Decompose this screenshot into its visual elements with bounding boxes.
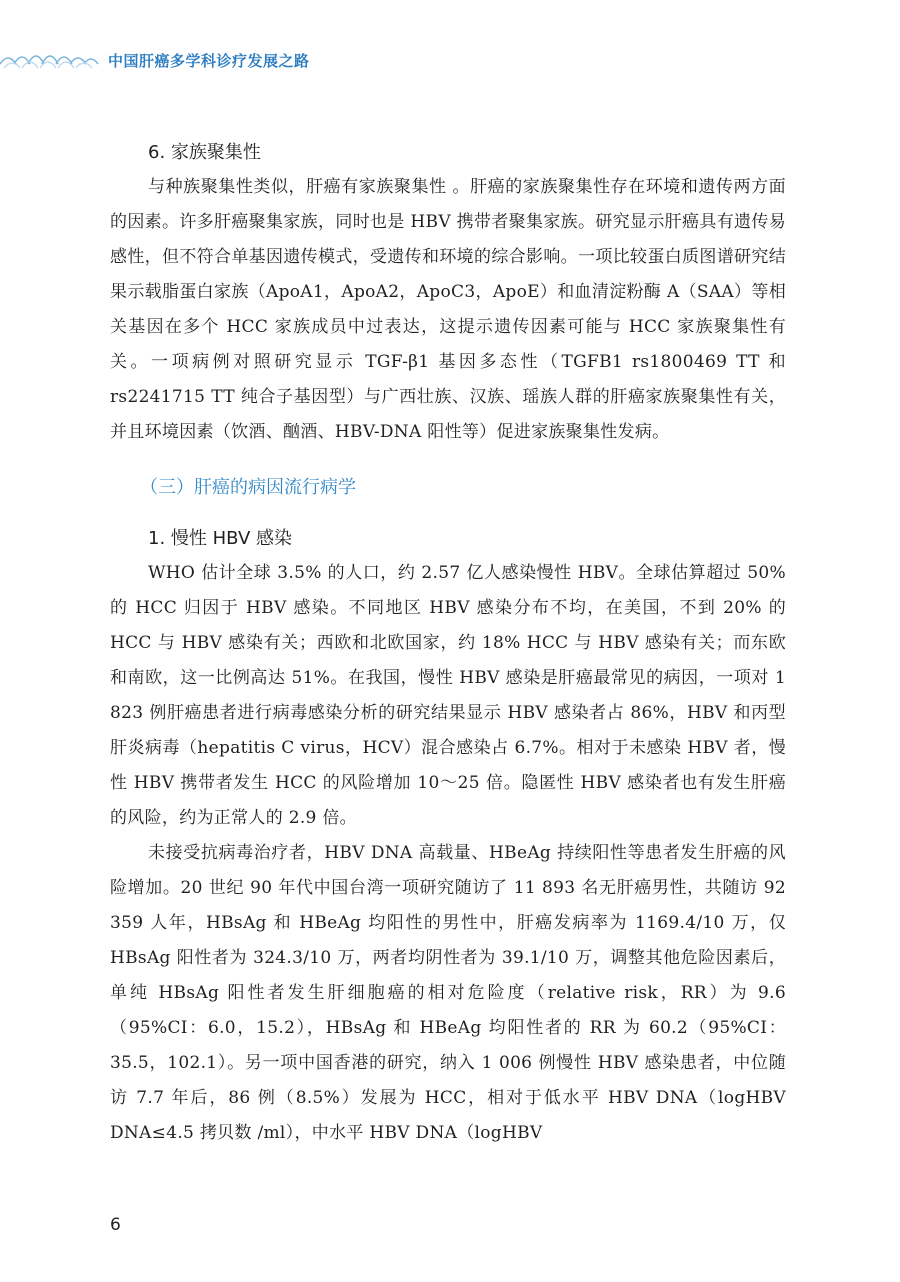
book-title: 中国肝癌多学科诊疗发展之路	[108, 52, 310, 70]
paragraph-family-aggregation: 与种族聚集性类似，肝癌有家族聚集性 。肝癌的家族聚集性存在环境和遗传两方面的因素。许多肝癌聚集家族，同时也是 HBV 携带者聚集家族。研究显示肝癌具有遗传易感性，但不符合单基因遗传模式，受遗传和环境的综合影响。一项比较蛋白质图谱研究结果示载脂蛋白家族（ApoA1，ApoA2，ApoC3，ApoE）和血清淀粉酶 A（SAA）等相关基因在多个 HCC 家族成员中过表达，这提示遗传因素可能与 HCC 家族聚集性有关。一项病例对照研究显示 TGF-β1 基因多态性（TGFB1 rs1800469 TT 和 rs2241715 TT 纯合子基因型）与广西壮族、汉族、瑶族人群的肝癌家族聚集性有关，并且环境因素（饮酒、酗酒、HBV-DNA 阳性等）促进家族聚集性发病。	[110, 177, 786, 442]
wave-ornament-icon	[0, 42, 100, 72]
page-content	[110, 136, 786, 1151]
running-header	[0, 40, 900, 80]
paragraph-hbv-2: 未接受抗病毒治疗者，HBV DNA 高载量、HBeAg 持续阳性等患者发生肝癌的风险增加。20 世纪 90 年代中国台湾一项研究随访了 11 893 名无肝癌男性，共随访 92 359 人年，HBsAg 和 HBeAg 均阳性的男性中，肝癌发病率为 1169.4/10 万，仅 HBsAg 阳性者为 324.3/10 万，两者均阴性者为 39.1/10 万，调整其他危险因素后，单纯 HBsAg 阳性者发生肝细胞癌的相对危险度（relative risk，RR）为 9.6（95%CI：6.0，15.2），HBsAg 和 HBeAg 均阳性者的 RR 为 60.2（95%CI：35.5，102.1）。另一项中国香港的研究，纳入 1 006 例慢性 HBV 感染患者，中位随访 7.7 年后，86 例（8.5%）发展为 HCC，相对于低水平 HBV DNA（logHBV DNA≤4.5 拷贝数 /ml），中水平 HBV DNA（logHBV	[110, 843, 786, 1143]
section-heading-hbv: 1. 慢性 HBV 感染	[148, 528, 292, 549]
section-heading-family: 6. 家族聚集性	[148, 142, 261, 163]
paragraph-hbv-1: WHO 估计全球 3.5% 的人口，约 2.57 亿人感染慢性 HBV。全球估算超过 50% 的 HCC 归因于 HBV 感染。不同地区 HBV 感染分布不均，在美国，不到 20% 的 HCC 与 HBV 感染有关；西欧和北欧国家，约 18% HCC 与 HBV 感染有关；而东欧和南欧，这一比例高达 51%。在我国，慢性 HBV 感染是肝癌最常见的病因，一项对 1 823 例肝癌患者进行病毒感染分析的研究结果显示 HBV 感染者占 86%，HBV 和丙型肝炎病毒（hepatitis C virus，HCV）混合感染占 6.7%。相对于未感染 HBV 者，慢性 HBV 携带者发生 HCC 的风险增加 10～25 倍。隐匿性 HBV 感染者也有发生肝癌的风险，约为正常人的 2.9 倍。	[110, 563, 786, 828]
section-heading-etiology: （三）肝癌的病因流行病学	[140, 477, 356, 498]
page-number: 6	[110, 1215, 121, 1235]
